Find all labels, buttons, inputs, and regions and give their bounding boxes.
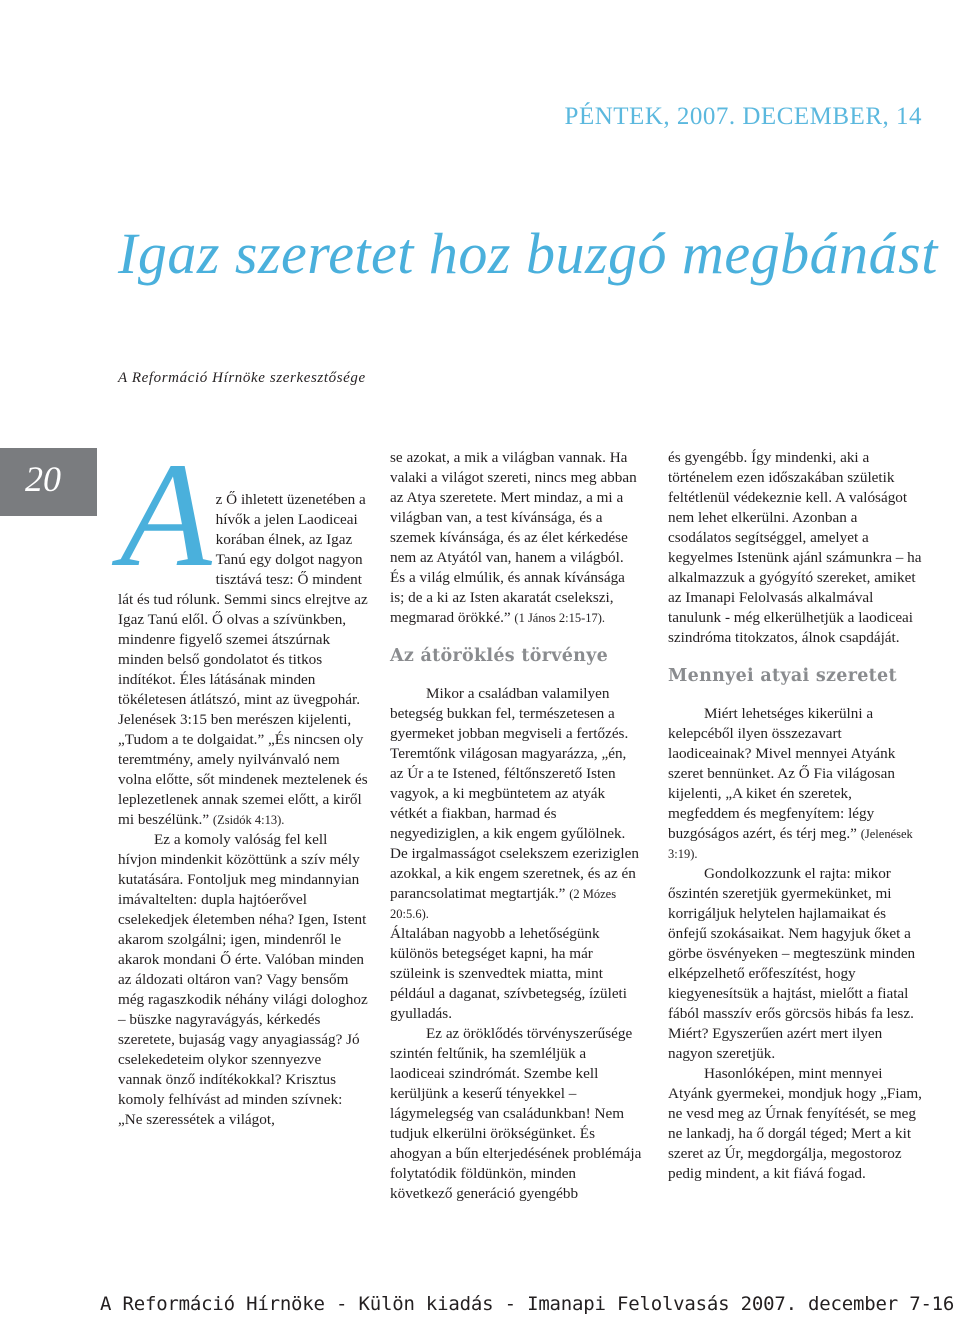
page-number: 20 — [25, 459, 61, 499]
intro-reference: (Zsidók 4:13). — [212, 813, 285, 827]
article-title: Igaz szeretet hoz buzgó megbánást — [118, 221, 938, 286]
paragraph — [668, 704, 924, 864]
text-column-3 — [668, 448, 924, 1184]
page-footer: A Reformáció Hírnöke - Külön kiadás - Imanapi Felolvasás 2007. december 7-16 — [100, 1293, 955, 1315]
section-heading: Mennyei atyai szeretet — [668, 666, 897, 686]
paragraph: Ez az öröklődés törvényszerűsége szintén feltűnik, ha szemléljük a laodiceai szindrómát. Szembe kell kerüljünk a keserű tényekkel – lágymelegség van családunkban! Nem tudjuk elkerülni örökségünket. És ahogyan a bűn elterjedésének problémája folytatódik földünkön, minden következő generáció gyengébb — [390, 1025, 642, 1202]
drop-cap: A — [120, 432, 212, 598]
paragraph: Ez a komoly valóság fel kell hívjon mindenkit közöttünk a szív mély kutatására. Fontoljuk meg mindannyian imávaltelten: dupla hajtóerővel cselekedjek életemben néha? Igen, Istent akarom szolgálni; igen, mindenről le akarok mondani Ő érte. Valóban minden az áldozati oltáron van? Vagy bensőm még ragaszkodik néhány világi dologhoz – büszke nagyravágyás, kérkedés szeretete, bujaság vagy anyagiasság? Jó cselekedeteim olykor szennyezve vannak önző indítékokkal? Krisztus komoly felhívást ad minden szívnek: „Ne szeressétek a világot, — [118, 831, 368, 1128]
paragraph — [390, 448, 642, 628]
paragraph: Gondolkozzunk el rajta: mikor őszintén szeretjük gyermekünket, mi korrigáljuk helytelen hajlamaikat és önfejű szokásaikat. Nem hagyjuk őket a görbe ösvényeken – megteszünk minden elképzelhető erőfeszítést, hogy kiegyenesítsük a hajtást, mielőtt a fiatal fából masszív erős görcsös hibás fa lesz. Miért? Egyszerűen azért mert ilyen nagyon szeretjük. — [668, 865, 916, 1062]
paragraph-text: Mikor a családban valamilyen betegség bukkan fel, természetesen a gyermeket jobban megviseli a fertőzés. Teremtőnk világosan magyarázza, „én, az Úr a te Istened, féltőnszerető Isten vagyok, a ki megbüntetem az atyák vétkét a fiakban, harmad és negyediziglen, a kik engem gyűlölnek. De irgalmasságot cselekszem ezeriziglen azokkal, a kik engem szeretnek, és az én parancsolatimat megtartják.” — [390, 685, 639, 902]
text-column-1 — [118, 432, 368, 1130]
paragraph: Általában nagyobb a lehetőségünk különös betegséget kapni, ha már szüleink is szenvedtek miatta, mint például a daganat, szívbetegség, ízületi gyulladás. — [390, 925, 628, 1022]
intro-text: z Ő ihletett üzenetében a hívők a jelen Laodiceai korában élnek, az Igaz Tanú egy dolgot nagyon tisztává tesz: Ő mindent lát és tud rólunk. Semmi sincs elrejtve az Igaz Tanú elől. Ő olvas a szívünkben, mindenre figyelő szemei átszúrnak minden belső gondolatot és titkos indítékot. Éles látásának minden tökéletesen átlátszó, mint az üvegpohár. Jelenések 3:15 ben merészen kijelenti, „Tudom a te dolgaidat.” „És nincsen oly teremtmény, amely nyilvánvaló nem volna előtte, sőt mindenek meztelenek és leplezetlenek annak szemei előtt, a kiről mi beszélünk.” — [118, 491, 368, 828]
paragraph-text: se azokat, a mik a világban vannak. Ha valaki a világot szereti, nincs meg abban az Atya szeretete. Mert mindaz, a mi a világban van, a test kívánsága, és a szemek kívánsága, és az élet kérkedése nem az Atyától van, hanem a világból. És a világ elmúlik, és annak kívánsága is; de a ki az Isten akaratát cselekszi, megmarad örökké.” — [390, 449, 637, 626]
paragraph — [390, 684, 642, 924]
paragraph: Hasonlóképen, mint mennyei Atyánk gyermekei, mondjuk hogy „Fiam, ne vesd meg az Úrnak fenyítését, se meg ne lankadj, ha ő dorgál téged; Mert a kit szeret az Úr, megdorgálja, megostoroz pedig mindent, a kit fiává fogad. — [668, 1065, 922, 1182]
paragraph-text: Miért lehetséges kikerülni a kelepcéből ilyen összezavart laodiceainak? Mivel mennyei Atyánk szeret bennünket. Az Ő Fia világosan kijelenti, „A kiket én szeretek, megfeddem és megfenyítem: légy buzgóságos azért, és térj meg.” — [668, 705, 896, 842]
issue-date: PÉNTEK, 2007. DECEMBER, 14 — [564, 103, 922, 130]
paragraph: és gyengébb. Így mindenki, aki a történelem ezen időszakában születik feltétlenül védekeznie kell. A valóságot nem lehet elkerülni. Azonban a csodálatos segítséggel, amelyet a kegyelmes Istenünk ajánl számunkra – ha alkalmazzuk a gyógyító szereket, amiket az Imanapi Felolvasás alkalmával tanulunk - még elkerülhetjük a laodiceai szindróma titokzatos, álnok csapdáját. — [668, 449, 922, 646]
text-column-2 — [390, 448, 642, 1204]
scripture-reference: (Jelenések 3:19). — [668, 827, 913, 861]
article-byline: A Reformáció Hírnöke szerkesztősége — [118, 370, 366, 386]
scripture-reference: (1 János 2:15-17). — [514, 611, 606, 625]
section-heading: Az átöröklés törvénye — [390, 646, 609, 666]
scripture-reference: (2 Mózes 20:5.6). — [390, 887, 617, 921]
